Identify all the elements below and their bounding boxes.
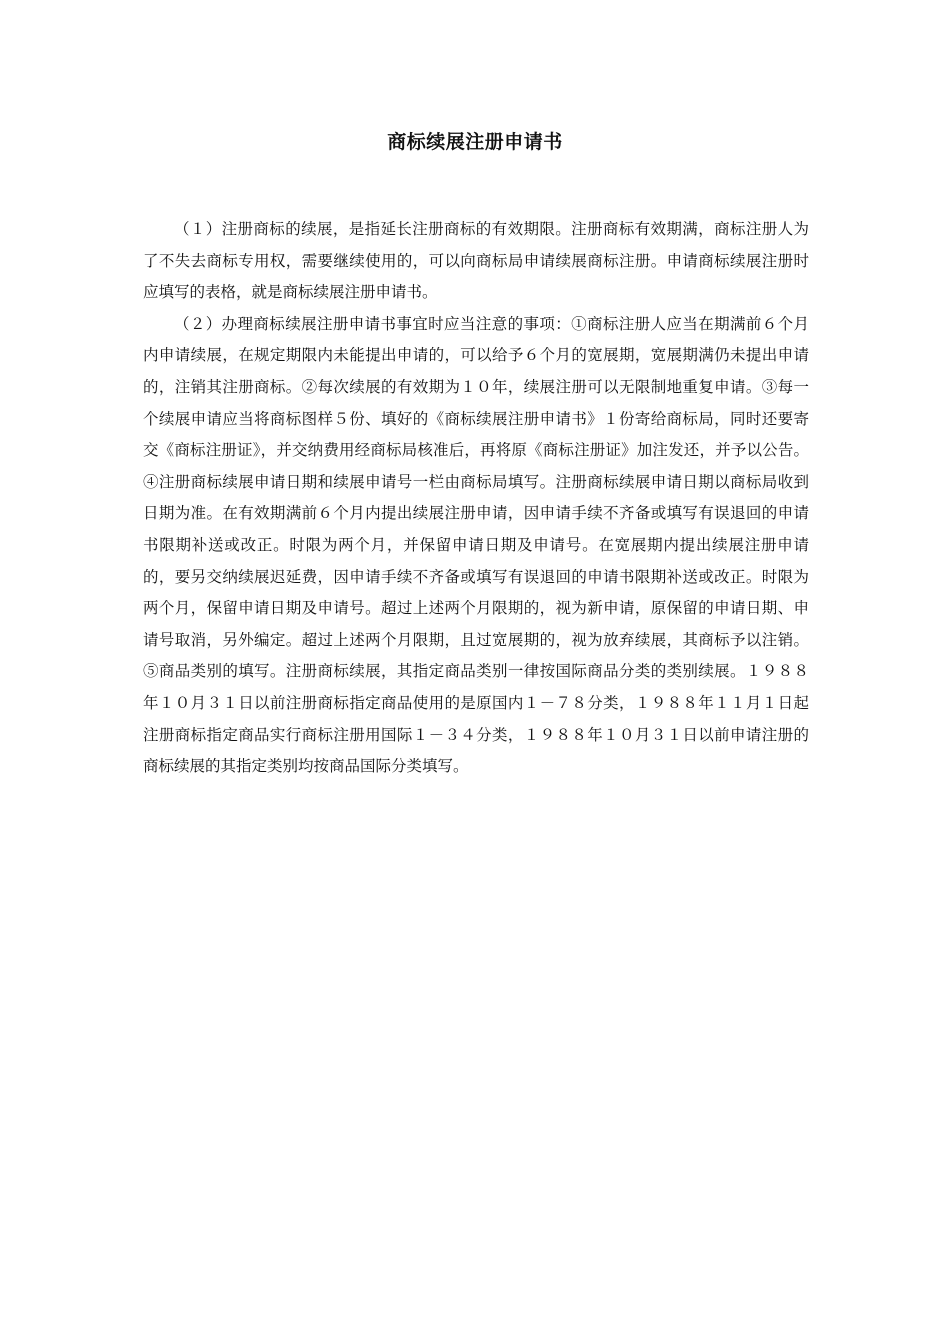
document-title: 商标续展注册申请书 <box>387 131 563 153</box>
paragraph-1: （１）注册商标的续展，是指延长注册商标的有效期限。注册商标有效期满，商标注册人为了不失去商标专用权，需要继续使用的，可以向商标局申请续展商标注册。申请商标续展注册时应填写的表格，就是商标续展注册申请书。 <box>143 220 809 302</box>
document-body <box>143 214 809 783</box>
paragraph-2: （２）办理商标续展注册申请书事宜时应当注意的事项：①商标注册人应当在期满前６个月内申请续展，在规定期限内未能提出申请的，可以给予６个月的宽展期，宽展期满仍未提出申请的，注销其注册商标。②每次续展的有效期为１０年，续展注册可以无限制地重复申请。③每一个续展申请应当将商标图样５份、填好的《商标续展注册申请书》１份寄给商标局，同时还要寄交《商标注册证》，并交纳费用经商标局核准后，再将原《商标注册证》加注发还，并予以公告。④注册商标续展申请日期和续展申请号一栏由商标局填写。注册商标续展申请日期以商标局收到日期为准。在有效期满前６个月内提出续展注册申请，因申请手续不齐备或填写有误退回的申请书限期补送或改正。时限为两个月，并保留申请日期及申请号。在宽展期内提出续展注册申请的，要另交纳续展迟延费，因申请手续不齐备或填写有误退回的申请书限期补送或改正。时限为两个月，保留申请日期及申请号。超过上述两个月限期的，视为新申请，原保留的申请日期、申请号取消，另外编定。超过上述两个月限期，且过宽展期的，视为放弃续展，其商标予以注销。⑤商品类别的填写。注册商标续展，其指定商品类别一律按国际商品分类的类别续展。１９８８年１０月３１日以前注册商标指定商品使用的是原国内１－７８分类，１９８８年１１月１日起注册商标指定商品实行商标注册用国际１－３４分类，１９８８年１０月３１日以前申请注册的商标续展的其指定类别均按商品国际分类填写。 <box>143 314 809 776</box>
